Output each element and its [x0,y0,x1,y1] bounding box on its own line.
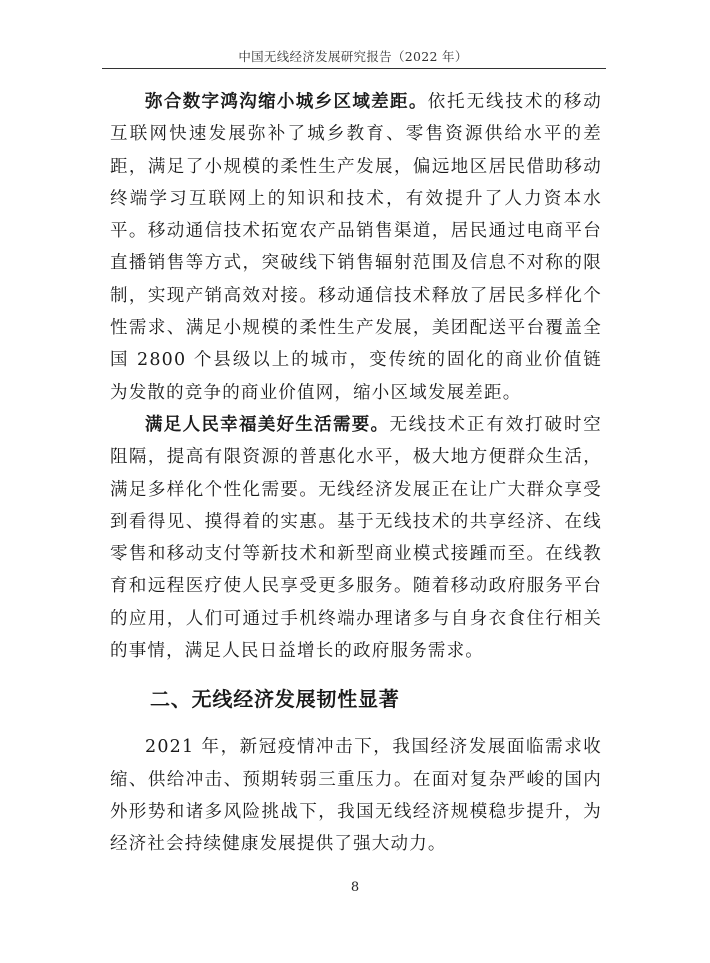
paragraph-better-life [110,409,602,667]
header-divider [102,68,606,69]
section-heading: 二、无线经济发展韧性显著 [150,687,400,712]
paragraph-bridge-digital-divide [110,86,602,409]
paragraph-lead: 满足人民幸福美好生活需要。 [145,414,390,435]
running-header: 中国无线经济发展研究报告（2022 年） [238,49,468,64]
page-body [110,86,602,861]
page-number: 8 [350,880,360,895]
paragraph-text: 无线技术正有效打破时空阻隔，提高有限资源的普惠化水平，极大地方便群众生活，满足多样化个性化需要。无线经济发展正在让广大群众享受到看得见、摸得着的实惠。基于无线技术的共享经济、在线零售和移动支付等新技术和新型商业模式接踵而至。在线教育和远程医疗使人民享受更多服务。随着移动政府服务平台的应用，人们可通过手机终端办理诸多与自身衣食住行相关的事情，满足人民日益增长的政府服务需求。 [110,414,602,662]
paragraph-text: 依托无线技术的移动互联网快速发展弥补了城乡教育、零售资源供给水平的差距，满足了小规模的柔性生产发展，偏远地区居民借助移动终端学习互联网上的知识和技术，有效提升了人力资本水平。移动通信技术拓宽农产品销售渠道，居民通过电商平台直播销售等方式，突破线下销售辐射范围及信息不对称的限制，实现产销高效对接。移动通信技术释放了居民多样化个性需求、满足小规模的柔性生产发展，美团配送平台覆盖全国 2800 个县级以上的城市，变传统的固化的商业价值链为发散的竞争的商业价值网，缩小区域发展差距。 [110,92,602,403]
section-paragraph: 2021 年，新冠疫情冲击下，我国经济发展面临需求收缩、供给冲击、预期转弱三重压力。在面对复杂严峻的国内外形势和诸多风险挑战下，我国无线经济规模稳步提升，为经济社会持续健康发展提供了强大动力。 [110,737,602,855]
paragraph-lead: 弥合数字鸿沟缩小城乡区域差距。 [145,92,428,112]
